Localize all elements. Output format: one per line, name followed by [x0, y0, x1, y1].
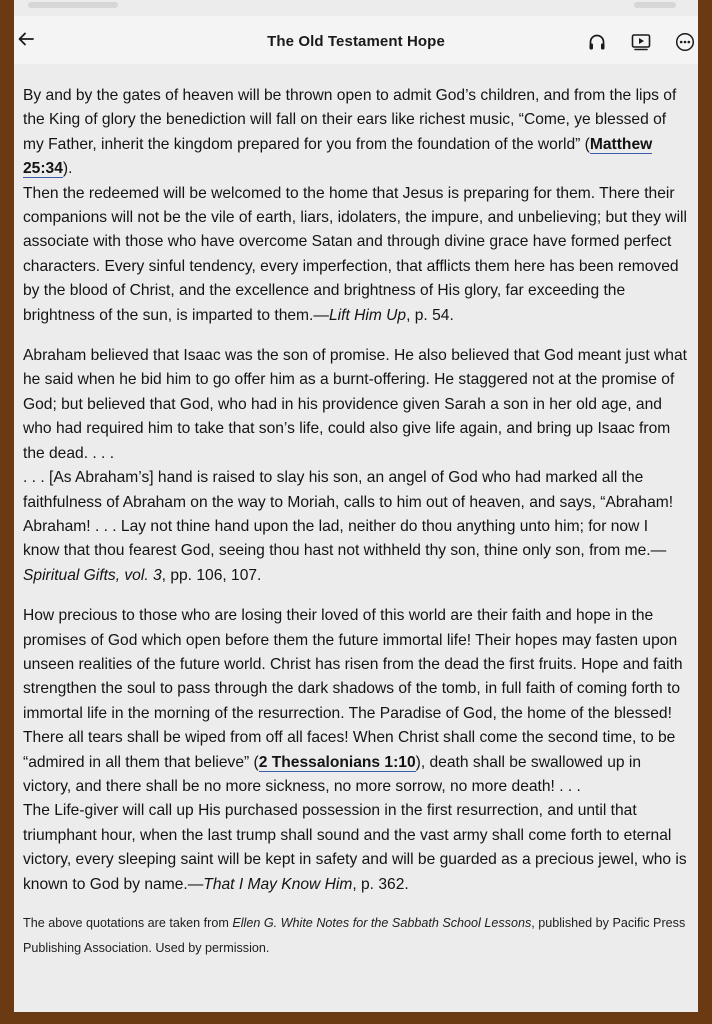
paragraph: [23, 466, 688, 588]
scripture-link-thessalonians[interactable]: 2 Thessalonians 1:10: [258, 753, 416, 771]
page-title: The Old Testament Hope: [267, 33, 445, 50]
play-video-icon: [631, 32, 651, 52]
paragraph-spacer: [23, 328, 688, 344]
back-button[interactable]: [14, 26, 38, 52]
video-button[interactable]: [629, 30, 653, 54]
paragraph: [23, 604, 688, 799]
paragraph-text: . . . [As Abraham’s] hand is raised to slay his son, an angel of God who had marked all the faithfulness of Abraham on the way to Moriah, calls to him out of heaven, and says, “Abraham! Abraham! . . . Lay not thine hand upon the lad, neither do thou anything unto him; for now I know that thou fearest God, seeing thou hast not withheld thy son, thine only son, from me.—: [23, 469, 674, 560]
paragraph-text: The Life-giver will call up His purchased possession in the first resurrection, and until that triumphant hour, when the last trump shall sound and the vast army shall come forth to eternal victory, every sleeping saint will be kept in safety and will be guarded as a precious jewel, who is known to God by name.—: [23, 802, 687, 893]
app-bar: [14, 16, 698, 64]
paragraph-text: , p. 362.: [352, 875, 409, 893]
status-bar-ghost: [28, 2, 118, 8]
note-source-title: Ellen G. White Notes for the Sabbath School Lessons: [232, 916, 532, 930]
source-title: That I May Know Him: [203, 875, 353, 893]
app-window: [14, 0, 698, 1012]
more-options-button[interactable]: [673, 30, 697, 54]
scripture-link-matthew[interactable]: Matthew 25:34: [23, 135, 653, 178]
paragraph: [23, 182, 688, 328]
paragraph-text: How precious to those who are losing their loved of this world are their faith and hope in the promises of God which open before them the future immortal life! Their hopes may fasten upon unseen realities of the future world. Christ has risen from the dead the first fruits. Hope and faith strengthen the soul to pass through the dark shadows of the tomb, in full faith of coming forth to immortal life in the morning of the resurrection. The Paradise of God, the home of the blessed! There all tears shall be wiped from off all faces! When Christ shall come the second time, to be “admired in all them that believe” (: [23, 607, 683, 771]
source-title: Lift Him Up: [328, 306, 407, 324]
paragraph-text: Abraham believed that Isaac was the son of promise. He also believed that God meant just what he said when he bid him to go offer him as a burnt-offering. He staggered not at the promise of God; but believed that God, who had in his providence given Sarah a son in her old age, and who had required him to take that son’s life, could also give life again, and bring up Isaac from the dead. . . .: [23, 347, 687, 462]
paragraph: [23, 799, 688, 897]
paragraph-text: , p. 54.: [406, 306, 454, 324]
paragraph-text: ).: [62, 160, 73, 178]
status-bar-ghost: [634, 2, 676, 8]
paragraph: [23, 84, 688, 182]
paragraph-text: ), death shall be swallowed up in victory, and there shall be no more sickness, no more sorrow, no more death! . . .: [23, 753, 642, 795]
paragraph: [23, 344, 688, 466]
reading-content: [23, 84, 688, 961]
source-title: Spiritual Gifts, vol. 3: [23, 566, 162, 584]
paragraph-text: Then the redeemed will be welcomed to the home that Jesus is preparing for them. There their companions will not be the vile of earth, liars, idolaters, the impure, and unbelieving; but they will associate with those who have overcome Satan and through divine grace have formed perfect characters. Every sinful tendency, every imperfection, that afflicts them here has been removed by the blood of Christ, and the excellence and brightness of His glory, far exceeding the brightness of the sun, is imparted to them.—: [23, 184, 687, 324]
audio-button[interactable]: [585, 30, 609, 54]
more-options-icon: [675, 32, 695, 52]
paragraph-spacer: [23, 588, 688, 604]
arrow-left-icon: [18, 31, 34, 47]
attribution-note: [23, 911, 688, 961]
paragraph-text: , pp. 106, 107.: [161, 566, 262, 584]
status-bar: [14, 0, 698, 16]
paragraph-text: By and by the gates of heaven will be thrown open to admit God’s children, and from the lips of the King of glory the benediction will fall on their ears like richest music, “Come, ye blessed of my Father, inherit the kingdom prepared for you from the foundation of the world” (: [23, 87, 677, 153]
note-text: The above quotations are taken from: [23, 916, 233, 930]
note-text: , published by Pacific Press Publishing Association. Used by permission.: [23, 916, 686, 955]
headphones-icon: [587, 32, 607, 52]
